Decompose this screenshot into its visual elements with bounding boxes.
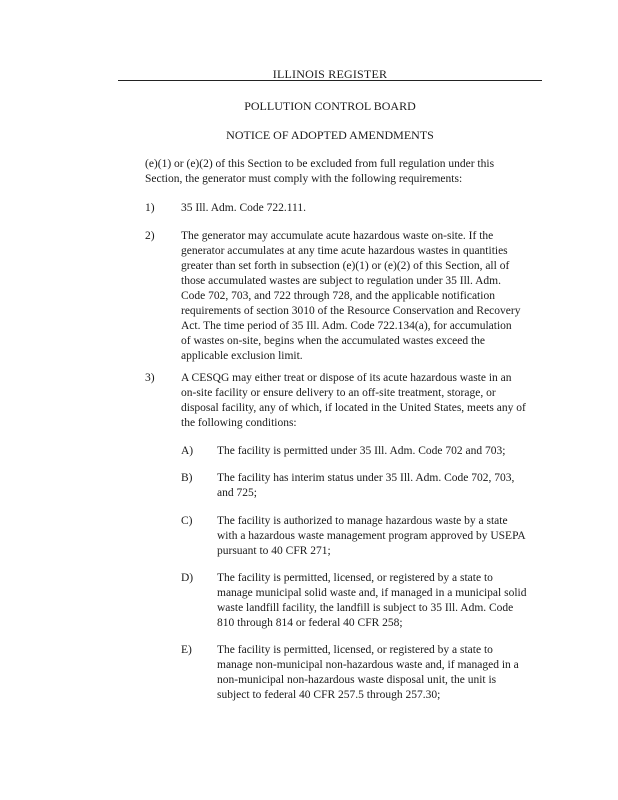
- text-line: 810 through 814 or federal 40 CFR 258;: [217, 617, 403, 629]
- text-line: The facility is authorized to manage hazardous waste by a state: [217, 515, 508, 527]
- text-line: generator accumulates at any time acute hazardous wastes in quantities: [181, 245, 508, 257]
- subitem-letter: A): [181, 445, 194, 457]
- subitem-c-text: [217, 514, 526, 559]
- text-line: subject to federal 40 CFR 257.5 through 257.30;: [217, 689, 441, 701]
- subitem-e-text: [217, 643, 519, 703]
- text-line: manage non-municipal non-hazardous waste and, if managed in a: [217, 659, 519, 671]
- text-line: Code 702, 703, and 722 through 728, and the applicable notification: [181, 290, 495, 302]
- subitem-a-text: [217, 444, 505, 459]
- item-number: 1): [145, 202, 155, 214]
- text-line: Section, the generator must comply with the following requirements:: [145, 173, 463, 185]
- intro-paragraph: [145, 157, 494, 187]
- text-line: requirements of section 3010 of the Resource Conservation and Recovery: [181, 305, 521, 317]
- text-line: Act. The time period of 35 Ill. Adm. Code 722.134(a), for accumulation: [181, 320, 512, 332]
- text-line: The facility is permitted, licensed, or registered by a state to: [217, 644, 493, 656]
- text-line: A CESQG may either treat or dispose of its acute hazardous waste in an: [181, 372, 512, 384]
- text-line: The facility is permitted, licensed, or registered by a state to: [217, 572, 493, 584]
- text-line: The facility has interim status under 35 Ill. Adm. Code 702, 703,: [217, 472, 515, 484]
- subitem-letter: E): [181, 644, 192, 656]
- text-line: of wastes on-site, begins when the accumulated wastes exceed the: [181, 335, 486, 347]
- text-line: The generator may accumulate acute hazardous waste on-site. If the: [181, 230, 494, 242]
- item-3-text: [181, 371, 526, 431]
- text-line: applicable exclusion limit.: [181, 350, 303, 362]
- text-line: waste landfill facility, the landfill is subject to 35 Ill. Adm. Code: [217, 602, 514, 614]
- subitem-letter: B): [181, 472, 193, 484]
- text-line: manage municipal solid waste and, if managed in a municipal solid: [217, 587, 527, 599]
- text-line: greater than set forth in subsection (e)(1) or (e)(2) of this Section, all of: [181, 260, 510, 272]
- text-line: with a hazardous waste management program approved by USEPA: [217, 530, 526, 542]
- text-line: and 725;: [217, 487, 257, 499]
- text-line: non-municipal non-hazardous waste disposal unit, the unit is: [217, 674, 497, 686]
- item-number: 2): [145, 230, 155, 242]
- text-line: disposal facility, any of which, if located in the United States, meets any of: [181, 402, 526, 414]
- board-title: POLLUTION CONTROL BOARD: [244, 99, 416, 113]
- subitem-letter: D): [181, 572, 194, 584]
- text-line: on-site facility or ensure delivery to an off-site treatment, storage, or: [181, 387, 496, 399]
- register-title: ILLINOIS REGISTER: [272, 67, 388, 81]
- text-line: the following conditions:: [181, 417, 297, 429]
- text-line: The facility is permitted under 35 Ill. Adm. Code 702 and 703;: [217, 445, 506, 457]
- item-number: 3): [145, 372, 155, 384]
- item-2-text: [181, 229, 520, 364]
- subitem-d-text: [217, 571, 526, 631]
- text-line: (e)(1) or (e)(2) of this Section to be excluded from full regulation under this: [145, 158, 495, 170]
- subitem-b-text: [217, 471, 514, 501]
- item-1-text: [181, 201, 306, 216]
- text-line: 35 Ill. Adm. Code 722.111.: [181, 202, 307, 214]
- text-line: those accumulated wastes are subject to regulation under 35 Ill. Adm.: [181, 275, 501, 287]
- notice-title: NOTICE OF ADOPTED AMENDMENTS: [226, 128, 434, 142]
- text-line: pursuant to 40 CFR 271;: [217, 545, 331, 557]
- header-rule: [118, 80, 542, 81]
- subitem-letter: C): [181, 515, 193, 527]
